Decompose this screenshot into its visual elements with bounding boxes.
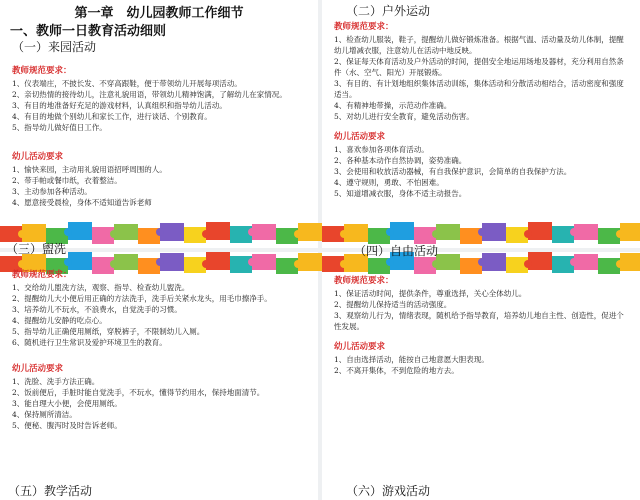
slide-washing-activity[interactable] (0, 242, 318, 500)
list-item: 4、提醒幼儿安静的吃点心。 (12, 316, 107, 325)
list-item: 1、保证活动时间，提供条件，尊重选择，关心全体幼儿。 (334, 289, 527, 298)
list-item: 3、培养幼儿不玩水，不浪费水，自觉洗手的习惯。 (12, 305, 182, 314)
subsection-title: （六）游戏活动 (346, 484, 431, 498)
list-item: 4、有目的地做个别幼儿和家长工作，进行谈话、个别教育。 (12, 112, 212, 121)
list-item: 3、有目的地准备好充足的游戏材料，认真组织和指导幼儿活动。 (12, 101, 227, 110)
subsection-title: （五）教学活动 (8, 484, 93, 498)
list-item: 3、会使用和收放活动器械，有自我保护意识，会简单的自我保护方法。 (334, 167, 572, 176)
teacher-requirements (334, 274, 630, 332)
teacher-requirements-title: 教师规范要求： (12, 66, 72, 76)
list-item: 3、主动参加各种活动。 (12, 187, 92, 196)
list-item: 4、遵守规则，勇敢、不怕困难。 (334, 178, 444, 187)
chapter-title: 第一章 幼儿园教师工作细节 (74, 6, 244, 21)
list-item: 1、喜欢参加各项体育活动。 (334, 145, 429, 154)
child-requirements-title: 幼儿活动要求 (12, 152, 64, 162)
list-item: 4、有精神地带操，示范动作准确。 (334, 101, 452, 110)
list-item: 1、愉快来园，主动用礼貌用语招呼周围的人。 (12, 165, 167, 174)
teacher-requirements-title: 教师规范要求： (12, 270, 72, 280)
teacher-requirements-title: 教师规范要求： (334, 22, 394, 32)
teacher-requirements (12, 268, 308, 348)
subsection-title: （二）户外运动 (346, 4, 431, 18)
subsection-title: （四）自由活动 (354, 244, 439, 258)
list-item: 2、带手帕或餐巾纸，衣着整洁。 (12, 176, 122, 185)
list-item: 1、洗脸、洗手方法正确。 (12, 377, 100, 386)
list-item: 4、保持厕所清洁。 (12, 410, 77, 419)
list-item: 3、能自理大小便，会使用厕纸。 (12, 399, 122, 408)
slide-teaching-activity[interactable] (0, 478, 318, 500)
child-requirements (12, 150, 308, 208)
list-item: 4、愿意接受晨检，身体不适知道告诉老师 (12, 198, 152, 207)
slide-free-activity[interactable] (322, 244, 640, 500)
list-item: 2、不离开集体，不到危险的地方去。 (334, 366, 459, 375)
child-requirements (12, 362, 308, 431)
list-item: 5、对幼儿进行安全教育，避免活动伤害。 (334, 112, 474, 121)
slide-game-activity[interactable] (322, 478, 640, 500)
list-item: 2、提醒幼儿保持适当的活动强度。 (334, 300, 452, 309)
list-item: 1、交给幼儿盥洗方法，观察、指导、检查幼儿盥洗。 (12, 283, 190, 292)
list-item: 1、仪表端庄，不披长发、不穿高跟鞋，便于带领幼儿开展每项活动。 (12, 79, 242, 88)
child-requirements-title: 幼儿活动要求 (334, 132, 386, 142)
list-item: 3、有目的、有计划地组织集体活动训练，集体活动和分散活动相结合，活动密度和强度适当。 (334, 79, 624, 99)
list-item: 2、提醒幼儿大小便后用正确的方法洗手，洗手后关紧水龙头，用毛巾擦净手。 (12, 294, 272, 303)
teacher-requirements (12, 64, 308, 133)
list-item: 5、便秘、腹泻时及时告诉老师。 (12, 421, 122, 430)
list-item: 5、指导幼儿做好值日工作。 (12, 123, 107, 132)
section-heading: 一、教师一日教育活动细则 (10, 24, 167, 39)
slide-arrival-activity[interactable] (0, 0, 318, 248)
list-item: 2、饭前便后，手脏时能自觉洗手，不玩水，懂得节约用水，保持地面清节。 (12, 388, 265, 397)
subsection-title: （三）盥洗 (6, 242, 67, 256)
teacher-requirements (334, 20, 630, 122)
list-item: 2、保证每天体育活动及户外活动的时间，提倡安全地运用场地及器材，充分利用自然条件（水、空气、阳光）开展锻炼。 (334, 57, 624, 77)
child-requirements (334, 130, 630, 199)
list-item: 1、检查幼儿服装，鞋子，提醒幼儿做好锻炼准备。根据气温、活动量及幼儿体制，提醒幼儿增减衣服，注意幼儿在活动中地反映。 (334, 35, 624, 55)
child-requirements-title: 幼儿活动要求 (12, 364, 64, 374)
list-item: 1、自由选择活动，能按自己地意愿大胆表现。 (334, 355, 489, 364)
list-item: 2、各种基本动作自然协调，姿势准确。 (334, 156, 467, 165)
child-requirements-title: 幼儿活动要求 (334, 342, 386, 352)
slide-outdoor-activity[interactable] (322, 0, 640, 248)
list-item: 3、观察幼儿行为，情绪表现，随机给予指导教育，培养幼儿地自主性、创造性，促进个性发展。 (334, 311, 624, 331)
list-item: 5、指导幼儿正确使用厕纸，穿脱裤子，不限制幼儿入厕。 (12, 327, 205, 336)
child-requirements (334, 340, 630, 376)
list-item: 2、亲切热情的接待幼儿，注意礼貌用语，带领幼儿精神饱满，了解幼儿在家情况。 (12, 90, 287, 99)
teacher-requirements-title: 教师规范要求： (334, 276, 394, 286)
list-item: 5、知道增减衣服，身体不适主动报告。 (334, 189, 467, 198)
list-item: 6、随机进行卫生常识及爱护环境卫生的教育。 (12, 338, 167, 347)
subsection-title: （一）来园活动 (12, 40, 97, 54)
